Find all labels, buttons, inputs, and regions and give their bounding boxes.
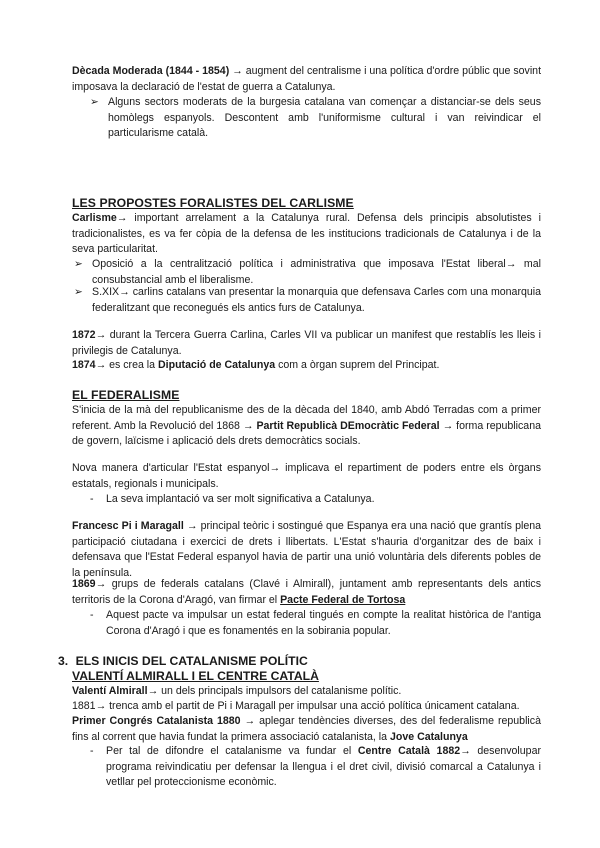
carlisme-heading: LES PROPOSTES FORALISTES DEL CARLISME (72, 196, 354, 210)
congres-text: → aplegar tendències diverses, des del federalisme republicà fins al corrent que havia fundat la primera associació catalanista, la (72, 715, 541, 743)
y1874-paragraph (72, 358, 541, 374)
y1872-text: → durant la Tercera Guerra Carlina, Carles VII va publicar un manifest que restablís les lleis i privilegis de Catalunya. (72, 329, 541, 357)
pacte-tortosa: Pacte Federal de Tortosa (280, 593, 406, 606)
y1874-text: → es crea la (95, 359, 158, 371)
partit-republica: Partit Republicà DEmocràtic Federal (256, 419, 440, 432)
y1872-year: 1872 (72, 329, 96, 341)
pacte-item-text: Aquest pacte va impulsar un estat federal tingués en compte la realitat històrica de l'antiga Corona d'Aragó i que es fonamentés en la sobirania popular. (106, 609, 541, 637)
almirall-paragraph (72, 684, 541, 700)
federalisme-item-text: La seva implantació va ser molt significativa a Catalunya. (106, 493, 375, 505)
y1869-text: → grups de federals catalans (Clavé i Almirall), juntament amb representants dels antics territoris de la Corona d'Aragó, van firmar el (72, 578, 541, 606)
carlisme-term: Carlisme (72, 212, 117, 224)
pacte-list-item (90, 608, 541, 639)
carlisme-paragraph (72, 211, 541, 258)
y1869-year: 1869 (72, 578, 96, 590)
dash-bullet: - (90, 609, 94, 621)
carlisme-list-item-1 (74, 257, 541, 288)
congres-title: Primer Congrés Catalanista 1880 (72, 715, 241, 727)
jove-catalunya: Jove Catalunya (389, 730, 468, 743)
federalisme-list-item (90, 492, 541, 508)
federalisme-paragraph-1 (72, 403, 541, 450)
moderada-title: Dècada Moderada (1844 - 1854) (72, 65, 230, 77)
y1872-paragraph (72, 328, 541, 359)
almirall-text: → un dels principals impulsors del catalanisme polític. (147, 685, 402, 697)
dash-bullet: - (90, 493, 94, 505)
arrow-bullet-icon: ➢ (90, 96, 99, 108)
centre-text-a: Per tal de difondre el catalanisme va fundar el (106, 745, 358, 757)
y1874-end: com a òrgan suprem del Principat. (275, 359, 440, 371)
congres-paragraph (72, 714, 541, 745)
federalisme-p2: Nova manera d'articular l'Estat espanyol→ implicava el repartiment de poders entre els òrgans estatals, regionals i municipals. (72, 462, 541, 490)
y1869-paragraph (72, 577, 541, 608)
centre-text-b: → desenvolupar programa reivindicatiu per defensar la llengua i el dret civil, divisió comarcal a Catalunya i vetllar pel proteccionisme econòmic. (106, 745, 541, 788)
carlisme-item-2-text: S.XIX→ carlins catalans van presentar la monarquia que defensava Carles com una monarquia federalitzant que reconegués els antics furs de Catalunya. (92, 286, 541, 314)
almirall-name: Valentí Almirall (72, 685, 148, 697)
federalisme-p1-a: S'inicia de la mà del republicanisme des de la dècada del 1840, amb Abdó Terradas com a primer referent. Amb la Revolució del 1868 → (72, 404, 541, 432)
pi-maragall-text: → principal teòric i sostingué que Espanya era una nació que grantís plena participació ciutadana i exercici de drets i llibertats. L'Estat s'hauria d'organitzar des de baix i defensava que l'Estat Federal espanyol havia de partir una unió voluntària dels diferents pobles de la península. (72, 520, 541, 579)
moderada-list-item (90, 95, 541, 142)
moderada-item-text: Alguns sectors moderats de la burgesia catalana van començar a distanciar-se dels seus homòlegs espanyols. Descontent amb l'uniformisme cultural i van reivindicar el particularisme català. (108, 96, 541, 139)
federalisme-p1-b: → forma republicana de govern, laïcisme i aplicació dels drets democràtics socials. (72, 419, 541, 447)
dash-bullet: - (90, 745, 94, 757)
arrow-bullet-icon: ➢ (74, 258, 83, 270)
catalanisme-heading (58, 654, 308, 668)
catalanisme-subheading: VALENTÍ ALMIRALL I EL CENTRE CATALÀ (72, 669, 319, 683)
y1881-paragraph: 1881→ trenca amb el partit de Pi i Maragall per impulsar una acció política únicament catalana. (72, 700, 520, 712)
pi-maragall-paragraph (72, 519, 541, 581)
arrow-bullet-icon: ➢ (74, 286, 83, 298)
centre-catala: Centre Català 1882 (357, 745, 461, 757)
centre-list-item (90, 744, 541, 791)
centre-item-text (106, 744, 541, 791)
heading-number: 3. (58, 654, 69, 668)
federalisme-paragraph-2 (72, 461, 541, 492)
carlisme-text: → important arrelament a la Catalunya rural. Defensa dels principis absolutistes i tradicionalistes, es va fer còpia de la defensa de les institucions tradicionals de Catalunya i de la seva particularitat. (72, 212, 541, 255)
pi-maragall-name: Francesc Pi i Maragall (72, 520, 184, 532)
carlisme-list-item-2 (74, 285, 541, 316)
federalisme-heading: EL FEDERALISME (72, 388, 180, 402)
carlisme-item-1-text: Oposició a la centralització política i administrativa que imposava l'Estat liberal→ mal consubstancial amb el liberalisme. (92, 258, 541, 286)
moderada-paragraph (72, 64, 541, 95)
y1874-diputacio: Diputació de Catalunya (158, 359, 276, 371)
moderada-text: → augment del centralisme i una política d'ordre públic que sovint imposava la declaració de l'estat de guerra a Catalunya. (72, 65, 542, 93)
y1874-year: 1874 (72, 359, 96, 371)
heading-text: ELS INICIS DEL CATALANISME POLÍTIC (75, 654, 308, 668)
